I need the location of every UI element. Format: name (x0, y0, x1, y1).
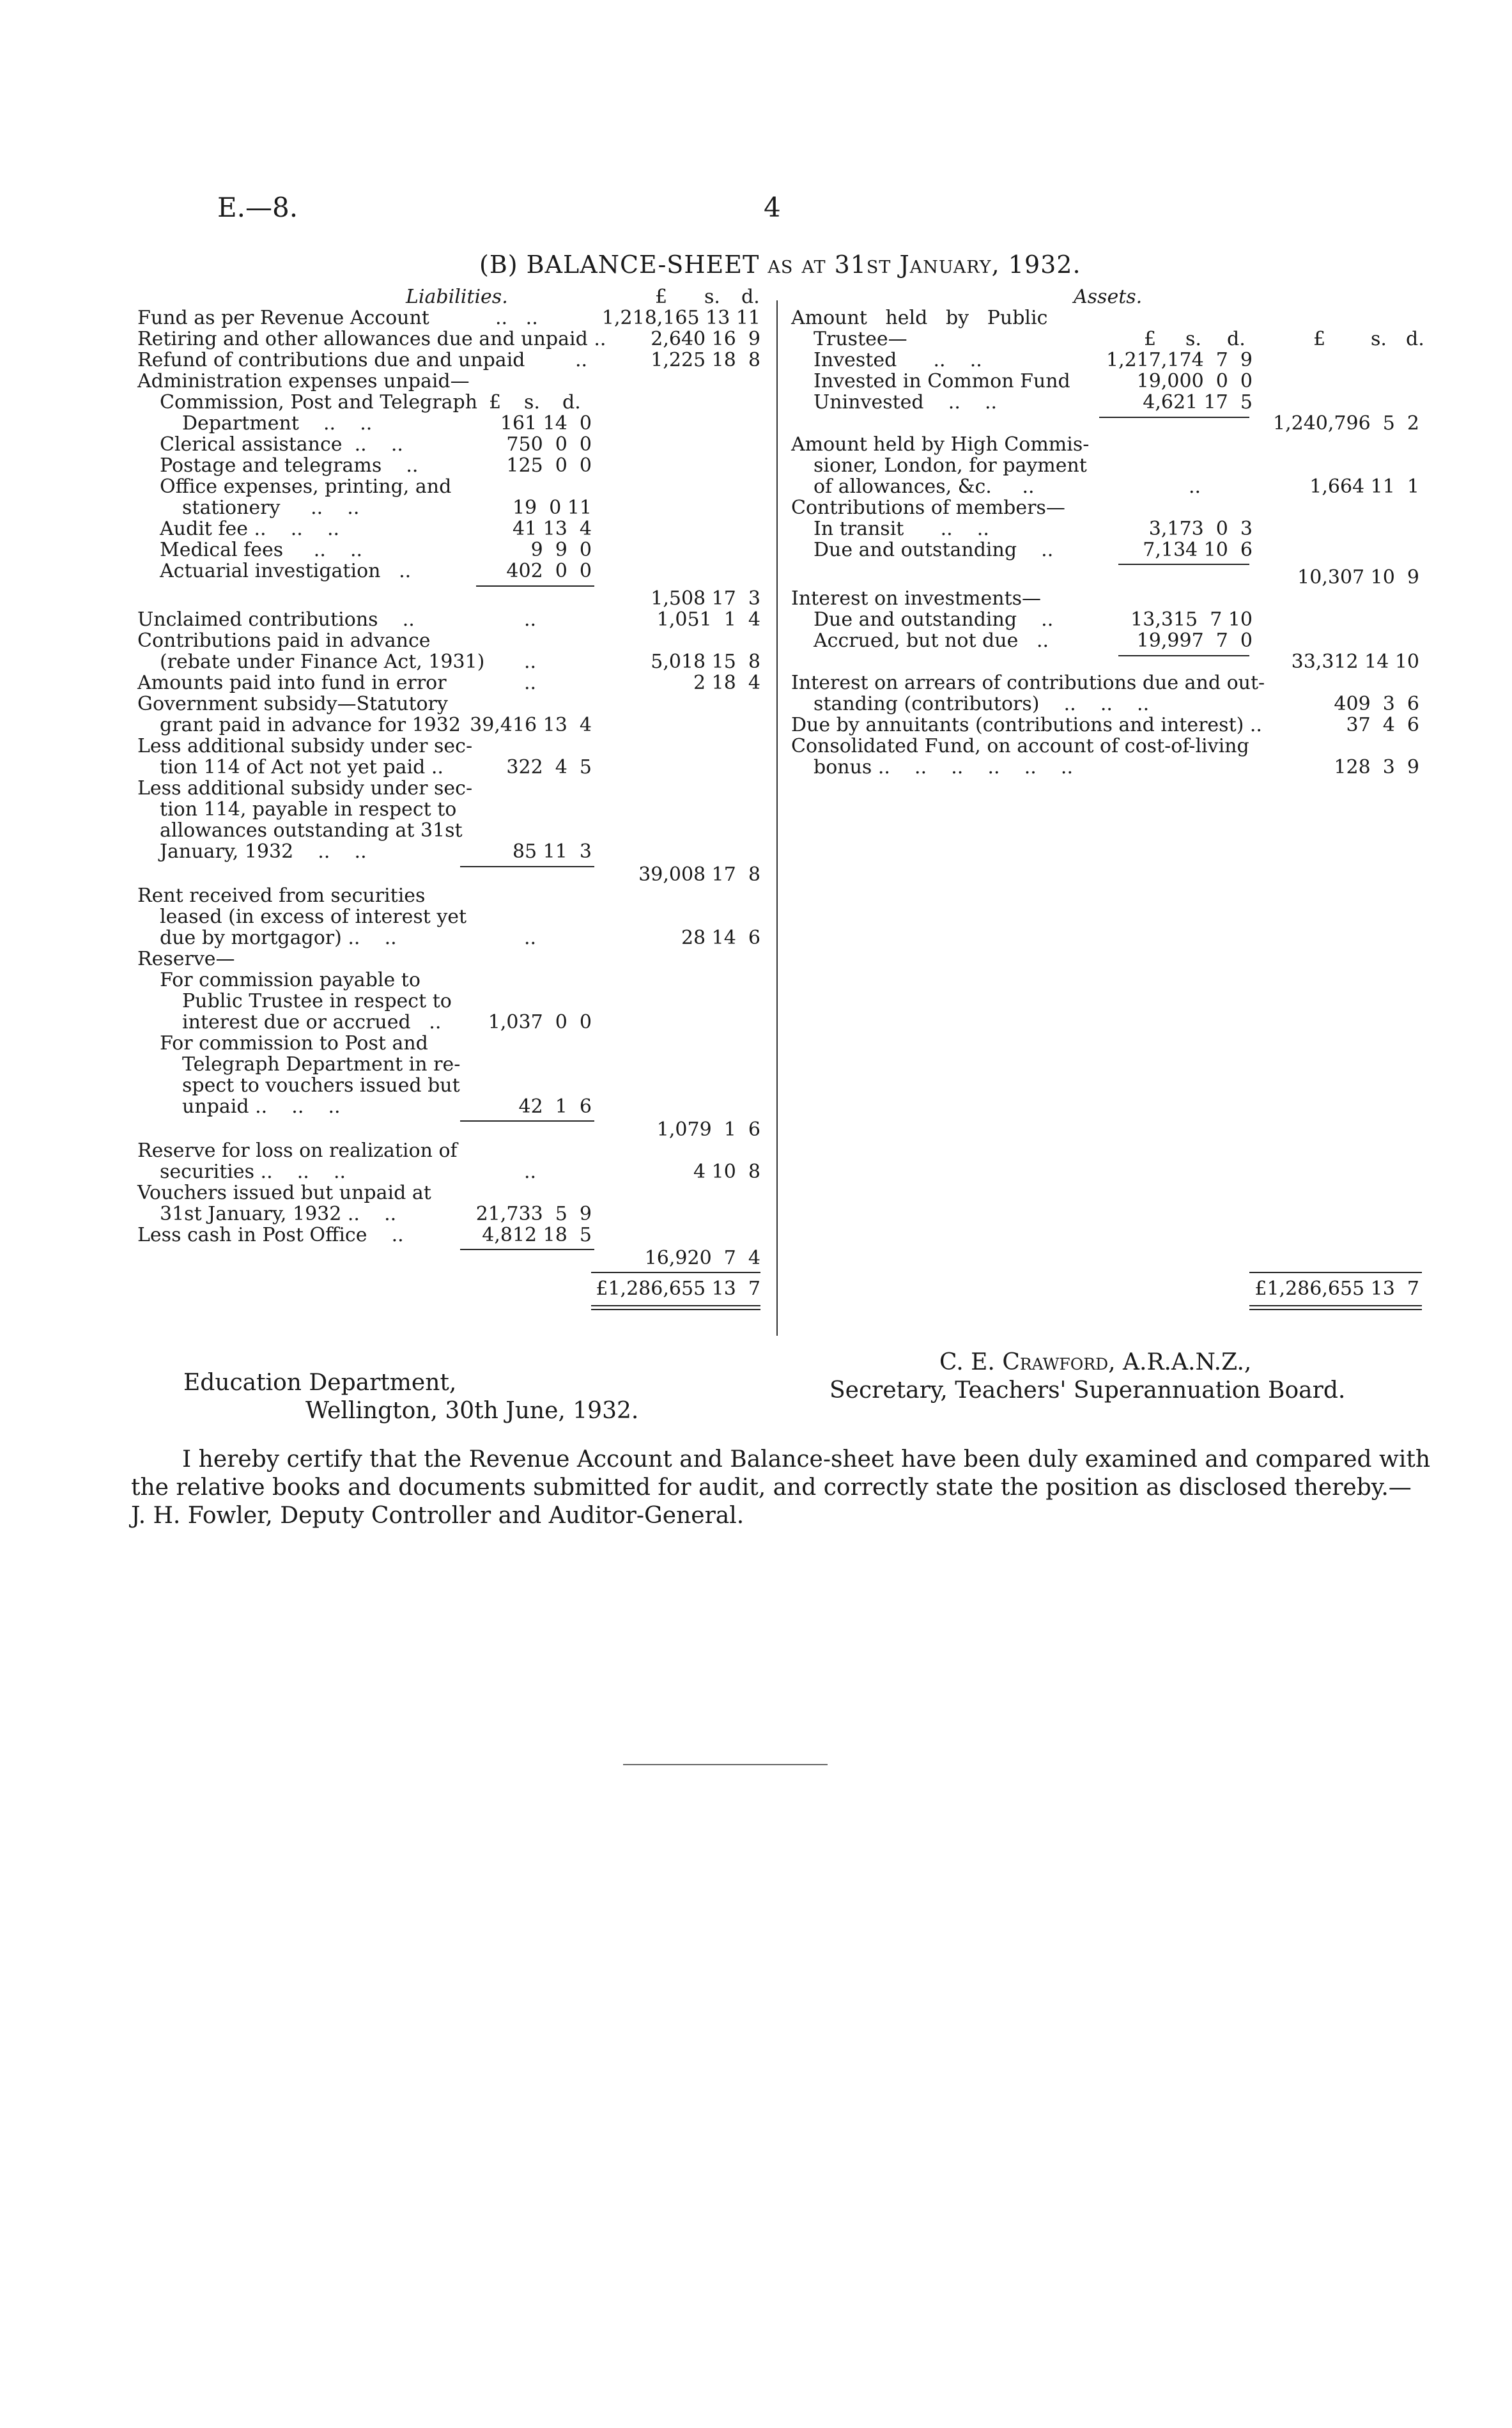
admin-subtotal-rule (476, 585, 594, 587)
assets-sub-col-pence: d. (1227, 328, 1246, 350)
decorative-rule (623, 1764, 828, 1765)
admin-commission-line2: Department .. .. (182, 412, 373, 435)
govt-less2-line3: allowances outstanding at 31st (160, 819, 463, 842)
govt-line2: grant paid in advance for 1932 (160, 714, 461, 736)
certificate-line1: I hereby certify that the Revenue Account and Balance-sheet have been duly examined and compared with (182, 1446, 1430, 1473)
reserve-c1-line2: Public Trustee in respect to (182, 990, 452, 1012)
fund-revenue-total: 1,218,165 13 11 (601, 307, 760, 329)
reserve-total: 1,079 1 6 (656, 1118, 760, 1141)
admin-actuarial-value: 402 0 0 (506, 560, 592, 582)
high-commissioner-line2: sioner, London, for payment (814, 454, 1087, 477)
transit-label: In transit .. .. (814, 518, 989, 540)
uninvested-value: 4,621 17 5 (1143, 391, 1253, 414)
admin-clerical-label: Clerical assistance .. .. (160, 433, 403, 456)
column-header-pence: d. (741, 286, 760, 308)
assets-col-shillings: s. (1371, 328, 1387, 350)
transit-value: 3,173 0 3 (1148, 518, 1253, 540)
vouchers-value2: 4,812 18 5 (482, 1224, 592, 1246)
signature-role: Secretary, Teachers' Superannuation Board. (829, 1377, 1346, 1403)
assets-sub-col-pounds: £ (1144, 328, 1157, 350)
uninvested-label: Uninvested .. .. (814, 391, 998, 414)
admin-postage-value: 125 0 0 (506, 454, 592, 477)
column-divider (776, 300, 778, 1336)
reserve-c1-line3: interest due or accrued .. (182, 1011, 442, 1033)
high-commissioner-line1: Amount held by High Commis- (791, 433, 1090, 456)
refund-total: 1,225 18 8 (651, 349, 760, 371)
arrears-total: 409 3 6 (1334, 693, 1419, 715)
invested-label: Invested .. .. (814, 349, 982, 371)
liabilities-total-rule-top (591, 1272, 760, 1273)
signature-place-date: Wellington, 30th June, 1932. (305, 1398, 639, 1424)
fund-revenue-dots: .. .. (495, 307, 538, 329)
annuitants-total: 37 4 6 (1346, 714, 1419, 736)
interest-due-value: 13,315 7 10 (1130, 608, 1253, 631)
certificate-line3: J. H. Fowler, Deputy Controller and Auditor-General. (131, 1503, 744, 1529)
admin-office-value: 19 0 11 (512, 497, 592, 519)
contributions-due-value: 7,134 10 6 (1143, 539, 1253, 561)
assets-sub-col-shillings: s. (1185, 328, 1201, 350)
vouchers-line2: 31st January, 1932 .. .. (160, 1203, 397, 1225)
admin-commission-value: 161 14 0 (500, 412, 592, 435)
reserve-subtotal-rule (460, 1120, 594, 1122)
rent-line3: due by mortgagor) .. .. (160, 927, 397, 949)
assets-col-pence: d. (1406, 328, 1424, 350)
unclaimed-total: 1,051 1 4 (656, 608, 760, 631)
admin-col-pounds: £ (489, 391, 502, 414)
admin-postage-label: Postage and telegrams .. (160, 454, 419, 477)
govt-line1: Government subsidy—Statutory (137, 693, 448, 715)
admin-medical-value: 9 9 0 (530, 539, 592, 561)
common-fund-label: Invested in Common Fund (814, 370, 1070, 392)
govt-value2: 322 4 5 (506, 756, 592, 778)
title-prefix: (B) BALANCE-SHEET (479, 251, 760, 279)
govt-value3: 85 11 3 (512, 840, 592, 863)
interest-heading: Interest on investments— (791, 587, 1042, 610)
error-label: Amounts paid into fund in error (137, 672, 447, 694)
rent-line1: Rent received from securities (137, 885, 426, 907)
interest-due-label: Due and outstanding .. (814, 608, 1054, 631)
public-trustee-line1: Amount held by Public (791, 307, 1048, 329)
arrears-line1: Interest on arrears of contributions due and out- (791, 672, 1265, 694)
refund-dots: .. (575, 349, 588, 371)
loss-line1: Reserve for loss on realization of (137, 1140, 458, 1162)
refund-label: Refund of contributions due and unpaid (137, 349, 525, 371)
advance-line2: (rebate under Finance Act, 1931) (160, 651, 485, 673)
assets-total-rule-top (1249, 1272, 1422, 1273)
title-rest: as at 31st January, 1932. (759, 251, 1081, 279)
admin-heading: Administration expenses unpaid— (137, 370, 470, 392)
admin-office-line1: Office expenses, printing, and (160, 476, 452, 498)
admin-medical-label: Medical fees .. .. (160, 539, 363, 561)
signature-name: C. E. Crawford, A.R.A.N.Z., (939, 1349, 1252, 1375)
reserve-c2-line2: Telegraph Department in re- (182, 1053, 461, 1076)
invested-value: 1,217,174 7 9 (1106, 349, 1253, 371)
govt-less2-line4: January, 1932 .. .. (160, 840, 367, 863)
column-header-pounds: £ (655, 286, 668, 308)
govt-total: 39,008 17 8 (638, 863, 760, 886)
admin-audit-value: 41 13 4 (512, 518, 592, 540)
liabilities-total-rule-bottom-1 (591, 1305, 760, 1306)
loss-line2: securities .. .. .. (160, 1161, 346, 1183)
high-commissioner-line3: of allowances, &c. .. (814, 476, 1035, 498)
admin-audit-label: Audit fee .. .. .. (160, 518, 340, 540)
reserve-c2-line1: For commission to Post and (160, 1032, 428, 1055)
reserve-c1-line1: For commission payable to (160, 969, 420, 991)
govt-less1-line1: Less additional subsidy under sec- (137, 735, 473, 757)
high-commissioner-dots: .. (1189, 476, 1201, 498)
unclaimed-label: Unclaimed contributions .. (137, 608, 415, 631)
interest-accrued-value: 19,997 7 0 (1136, 630, 1253, 652)
page-title (479, 251, 1081, 279)
contributions-heading: Contributions of members— (791, 497, 1065, 519)
assets-grand-total: £1,286,655 13 7 (1254, 1278, 1419, 1300)
public-trustee-line2: Trustee— (814, 328, 907, 350)
reserve-c2-line3: spect to vouchers issued but (182, 1074, 460, 1097)
unclaimed-dots: .. (524, 608, 537, 631)
error-dots: .. (524, 672, 537, 694)
assets-heading: Assets. (1074, 286, 1143, 308)
interest-subtotal-rule (1118, 655, 1249, 656)
retiring-total: 2,640 16 9 (651, 328, 760, 350)
rent-total: 28 14 6 (681, 927, 760, 949)
liabilities-grand-total: £1,286,655 13 7 (596, 1278, 760, 1300)
page-number: 4 (764, 192, 781, 223)
govt-value1: 39,416 13 4 (470, 714, 592, 736)
admin-total: 1,508 17 3 (651, 587, 760, 610)
liabilities-heading: Liabilities. (406, 286, 508, 308)
contributions-total: 10,307 10 9 (1297, 566, 1419, 589)
reserve-c2-value: 42 1 6 (518, 1095, 592, 1118)
vouchers-subtotal-rule (460, 1249, 594, 1250)
loss-total: 4 10 8 (693, 1161, 760, 1183)
vouchers-line1: Vouchers issued but unpaid at (137, 1182, 431, 1204)
signature-department: Education Department, (183, 1370, 457, 1396)
consolidated-line1: Consolidated Fund, on account of cost-of-living (791, 735, 1249, 757)
admin-office-line2: stationery .. .. (182, 497, 360, 519)
vouchers-total: 16,920 7 4 (644, 1247, 760, 1269)
annuitants-label: Due by annuitants (contributions and interest) .. (791, 714, 1262, 736)
common-fund-value: 19,000 0 0 (1136, 370, 1253, 392)
assets-total-rule-bottom-2 (1249, 1309, 1422, 1310)
public-trustee-subtotal-rule (1099, 417, 1249, 418)
govt-subtotal-rule (460, 866, 594, 867)
arrears-line2: standing (contributors) .. .. .. (814, 693, 1150, 715)
admin-col-shillings: s. (524, 391, 540, 414)
govt-less1-line2: tion 114 of Act not yet paid .. (160, 756, 444, 778)
govt-less2-line1: Less additional subsidy under sec- (137, 777, 473, 800)
retiring-label: Retiring and other allowances due and unpaid .. (137, 328, 606, 350)
advance-line1: Contributions paid in advance (137, 630, 431, 652)
high-commissioner-total: 1,664 11 1 (1309, 476, 1419, 498)
contributions-subtotal-rule (1118, 564, 1249, 565)
vouchers-less-label: Less cash in Post Office .. (137, 1224, 404, 1246)
certificate-line2: the relative books and documents submitted for audit, and correctly state the position as disclosed thereby.— (131, 1474, 1412, 1501)
loss-dots: .. (524, 1161, 537, 1183)
reserve-c2-line4: unpaid .. .. .. (182, 1095, 341, 1118)
assets-col-pounds: £ (1313, 328, 1326, 350)
consolidated-line2: bonus .. .. .. .. .. .. (814, 756, 1073, 778)
fund-revenue-label: Fund as per Revenue Account (137, 307, 429, 329)
rent-line2: leased (in excess of interest yet (160, 906, 467, 928)
liabilities-total-rule-bottom-2 (591, 1309, 760, 1310)
document-reference: E.—8. (217, 192, 298, 223)
error-total: 2 18 4 (693, 672, 760, 694)
interest-total: 33,312 14 10 (1291, 651, 1419, 673)
govt-less2-line2: tion 114, payable in respect to (160, 798, 457, 821)
admin-col-pence: d. (562, 391, 581, 414)
contributions-due-label: Due and outstanding .. (814, 539, 1054, 561)
admin-commission-line1: Commission, Post and Telegraph (160, 391, 478, 414)
consolidated-total: 128 3 9 (1334, 756, 1419, 778)
advance-total: 5,018 15 8 (651, 651, 760, 673)
public-trustee-total: 1,240,796 5 2 (1273, 412, 1419, 435)
admin-clerical-value: 750 0 0 (506, 433, 592, 456)
reserve-heading: Reserve— (137, 948, 235, 970)
column-header-shillings: s. (704, 286, 720, 308)
advance-dots: .. (524, 651, 537, 673)
interest-accrued-label: Accrued, but not due .. (814, 630, 1049, 652)
assets-total-rule-bottom-1 (1249, 1305, 1422, 1306)
admin-actuarial-label: Actuarial investigation .. (160, 560, 412, 582)
vouchers-value1: 21,733 5 9 (475, 1203, 592, 1225)
reserve-c1-value: 1,037 0 0 (488, 1011, 592, 1033)
rent-dots: .. (524, 927, 537, 949)
